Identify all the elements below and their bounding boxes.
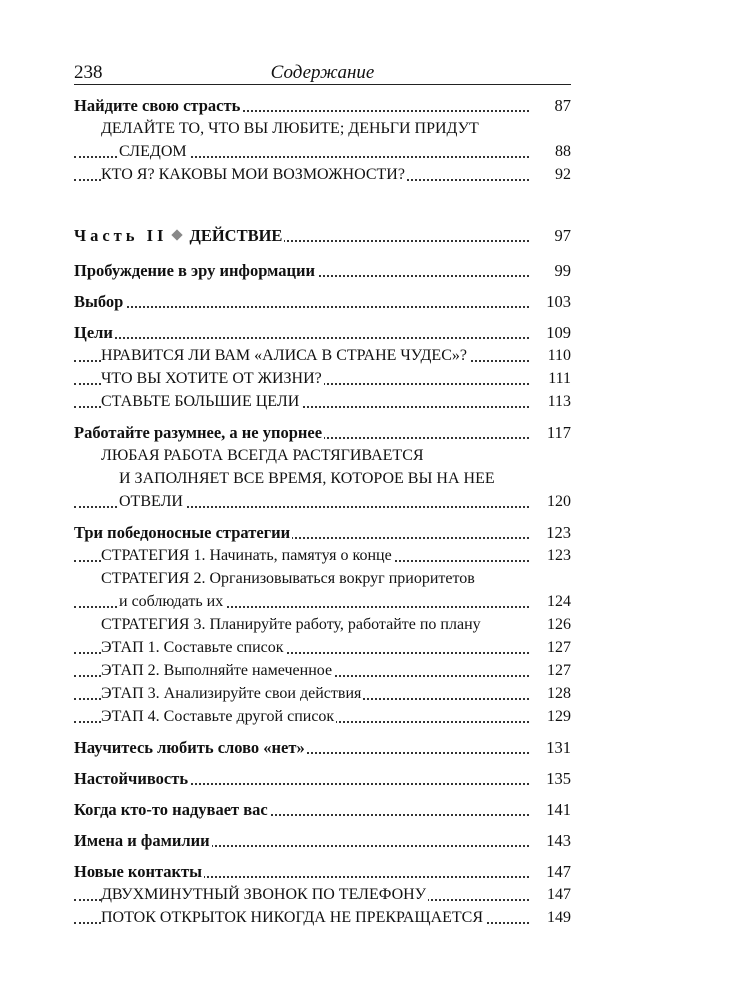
toc-entry[interactable]: Настойчивость 135: [74, 769, 571, 788]
toc-subentry-cont[interactable]: И ЗАПОЛНЯЕТ ВСЕ ВРЕМЯ, КОТОРОЕ ВЫ НА НЕЕ: [119, 470, 495, 487]
toc-entry[interactable]: Цели 109: [74, 323, 571, 342]
page-number: 238: [74, 62, 103, 83]
toc-page: 92: [531, 163, 571, 186]
toc-page: 147: [531, 860, 571, 883]
toc-entry[interactable]: Найдите свою страсть 87: [74, 96, 571, 115]
page-header: [74, 62, 571, 88]
toc-page: 97: [531, 224, 571, 247]
toc-page: 127: [531, 636, 571, 659]
toc-subentry-cont[interactable]: и соблюдать их 124: [74, 590, 571, 613]
toc-page: 141: [531, 798, 571, 821]
toc-page: 123: [531, 544, 571, 567]
toc-page: 149: [531, 906, 571, 929]
toc-page: 109: [531, 321, 571, 344]
toc-subentry[interactable]: СТРАТЕГИЯ 3. Планируйте работу, работайте по плану 126: [74, 613, 571, 636]
toc-entry[interactable]: Новые контакты 147: [74, 862, 571, 881]
toc-page: 129: [531, 705, 571, 728]
toc-entry[interactable]: Научитесь любить слово «нет» 131: [74, 738, 571, 757]
toc-page: 135: [531, 767, 571, 790]
toc-subentry[interactable]: СТРАТЕГИЯ 2. Организовываться вокруг приоритетов: [101, 570, 475, 587]
toc-subentry-cont[interactable]: ОТВЕЛИ 120: [74, 490, 571, 513]
toc-page: 120: [531, 490, 571, 513]
toc-subentry[interactable]: ЭТАП 4. Составьте другой список 129: [74, 705, 571, 728]
running-title: Содержание: [270, 62, 375, 83]
header-divider: [74, 84, 571, 85]
toc-page: 126: [531, 613, 571, 636]
toc-page: 111: [531, 367, 571, 390]
toc-page: 127: [531, 659, 571, 682]
toc-page: 87: [531, 94, 571, 117]
toc-page: 113: [531, 390, 571, 413]
toc-subentry[interactable]: КТО Я? КАКОВЫ МОИ ВОЗМОЖНОСТИ? 92: [74, 163, 571, 186]
toc-page: 110: [531, 344, 571, 367]
toc-page: 88: [531, 140, 571, 163]
toc-subentry[interactable]: СТРАТЕГИЯ 1. Начинать, памятуя о конце 123: [74, 544, 571, 567]
toc-page: 124: [531, 590, 571, 613]
toc-page: 117: [531, 421, 571, 444]
toc-subentry[interactable]: ЭТАП 1. Составьте список 127: [74, 636, 571, 659]
toc-page: 143: [531, 829, 571, 852]
toc-entry[interactable]: Работайте разумнее, а не упорнее 117: [74, 423, 571, 442]
toc-entry[interactable]: Три победоносные стратегии 123: [74, 523, 571, 542]
diamond-icon: [172, 229, 183, 240]
toc-entry[interactable]: Выбор 103: [74, 292, 571, 311]
toc-entry[interactable]: Когда кто-то надувает вас 141: [74, 800, 571, 819]
toc-page: 147: [531, 883, 571, 906]
part-heading[interactable]: [74, 224, 571, 247]
toc-subentry[interactable]: ЛЮБАЯ РАБОТА ВСЕГДА РАСТЯГИВАЕТСЯ: [101, 447, 424, 464]
toc-subentry[interactable]: ЭТАП 3. Анализируйте свои действия 128: [74, 682, 571, 705]
toc-subentry[interactable]: НРАВИТСЯ ЛИ ВАМ «АЛИСА В СТРАНЕ ЧУДЕС»? 110: [74, 344, 571, 367]
toc-entry[interactable]: Пробуждение в эру информации 99: [74, 261, 571, 280]
toc-page: 99: [531, 259, 571, 282]
toc-page: 128: [531, 682, 571, 705]
toc-page: 131: [531, 736, 571, 759]
toc-subentry[interactable]: ЧТО ВЫ ХОТИТЕ ОТ ЖИЗНИ? 111: [74, 367, 571, 390]
toc-subentry[interactable]: ЭТАП 2. Выполняйте намеченное 127: [74, 659, 571, 682]
toc-subentry[interactable]: ДВУХМИНУТНЫЙ ЗВОНОК ПО ТЕЛЕФОНУ 147: [74, 883, 571, 906]
toc-page: 103: [531, 290, 571, 313]
toc-subentry[interactable]: ПОТОК ОТКРЫТОК НИКОГДА НЕ ПРЕКРАЩАЕТСЯ 149: [74, 906, 571, 929]
toc-subentry-cont[interactable]: СЛЕДОМ 88: [74, 140, 571, 163]
toc-entry[interactable]: Имена и фамилии 143: [74, 831, 571, 850]
toc-subentry[interactable]: ДЕЛАЙТЕ ТО, ЧТО ВЫ ЛЮБИТЕ; ДЕНЬГИ ПРИДУТ: [101, 120, 479, 137]
toc-subentry[interactable]: СТАВЬТЕ БОЛЬШИЕ ЦЕЛИ 113: [74, 390, 571, 413]
part-title: ДЕЙСТВИЕ: [189, 226, 283, 245]
table-of-contents: [74, 94, 571, 929]
part-label: Часть II: [74, 226, 168, 245]
toc-page: 123: [531, 521, 571, 544]
